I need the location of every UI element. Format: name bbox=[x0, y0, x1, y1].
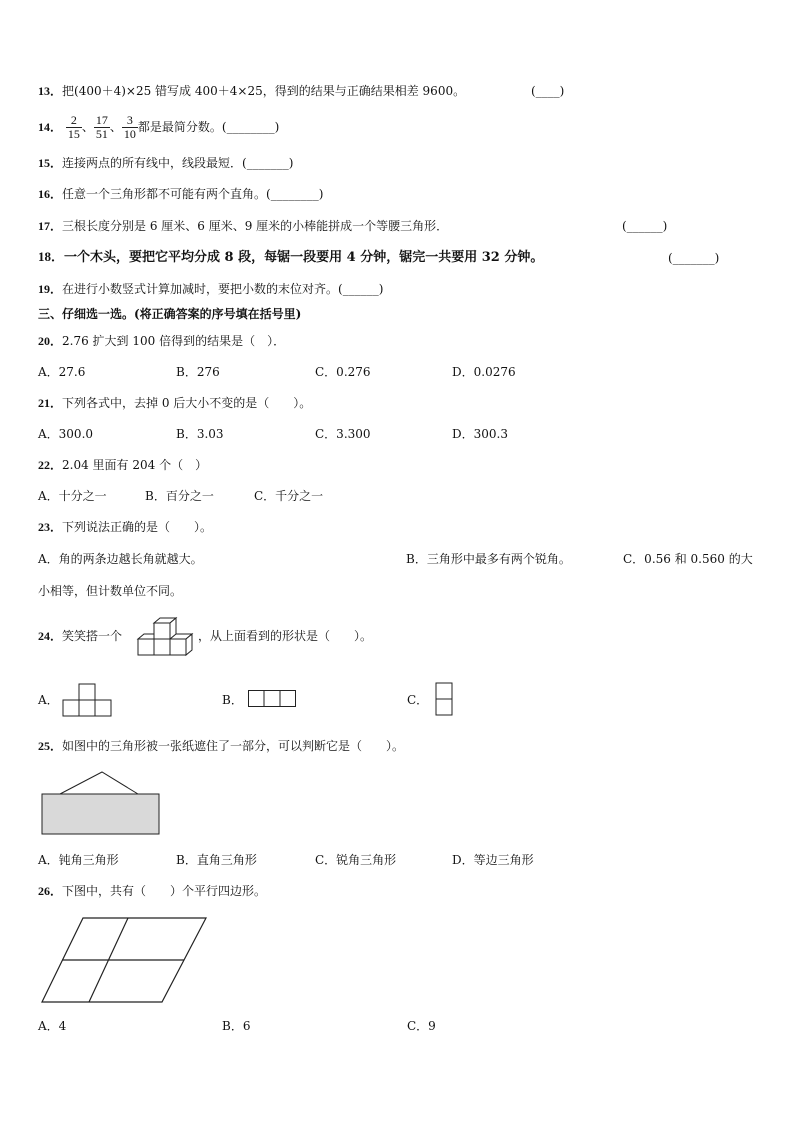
question-22 bbox=[38, 457, 207, 473]
question-number: 19． bbox=[38, 282, 63, 296]
option-a[interactable]: A．十分之一 bbox=[38, 489, 107, 503]
covered-triangle-figure bbox=[40, 770, 162, 836]
question-24 bbox=[38, 628, 122, 644]
option-a[interactable]: A． bbox=[38, 693, 59, 707]
question-25 bbox=[38, 738, 404, 754]
option-b[interactable]: B．三角形中最多有两个锐角。 bbox=[406, 552, 571, 566]
question-23 bbox=[38, 519, 212, 535]
option-d[interactable]: D．300.3 bbox=[452, 427, 508, 441]
option-d[interactable]: D．0.0276 bbox=[452, 365, 516, 379]
question-number: 21． bbox=[38, 396, 63, 410]
question-26 bbox=[38, 883, 266, 899]
option-a[interactable]: A．300.0 bbox=[38, 427, 94, 441]
option-c-continued: 小相等，但计数单位不同。 bbox=[38, 584, 183, 598]
parallelogram-figure bbox=[40, 916, 208, 1004]
fraction: $\frac{2}{15}$ bbox=[67, 113, 80, 141]
question-number: 23． bbox=[38, 520, 63, 534]
question-text: 在进行小数竖式计算加减时，要把小数的末位对齐。 bbox=[62, 282, 339, 296]
option-c[interactable]: C．0.276 bbox=[315, 365, 371, 379]
option-b[interactable]: B．276 bbox=[176, 365, 220, 379]
option-c[interactable]: C．锐角三角形 bbox=[315, 853, 397, 867]
question-text: 一个木头，要把它平均分成 8 段，每锯一段要用 4 分钟，锯完一共要用 32 分钟。 bbox=[64, 250, 544, 265]
question-15 bbox=[38, 155, 293, 171]
question-16 bbox=[38, 186, 323, 202]
question-21 bbox=[38, 395, 311, 411]
option-c[interactable]: C．0.56 和 0.560 的大 bbox=[623, 552, 753, 566]
question-number: 13． bbox=[38, 84, 63, 98]
question-19 bbox=[38, 281, 383, 297]
answer-blank[interactable]: (______) bbox=[622, 219, 668, 233]
question-13 bbox=[38, 83, 465, 99]
question-number: 22． bbox=[38, 458, 63, 472]
option-a[interactable]: A．钝角三角形 bbox=[38, 853, 119, 867]
answer-blank[interactable]: (______) bbox=[338, 282, 384, 296]
question-text: 连接两点的所有线中，线段最短． bbox=[62, 156, 243, 170]
option-d[interactable]: D．等边三角形 bbox=[452, 853, 534, 867]
question-number: 16． bbox=[38, 187, 63, 201]
question-text: 下图中，共有（ ）个平行四边形。 bbox=[62, 884, 267, 898]
triangle-apex bbox=[60, 772, 138, 794]
answer-blank[interactable]: (_______) bbox=[668, 251, 720, 265]
question-text: 任意一个三角形都不可能有两个直角。 bbox=[62, 187, 267, 201]
cover-paper bbox=[42, 794, 159, 834]
option-c-view-figure bbox=[435, 682, 453, 716]
answer-blank[interactable]: (________) bbox=[266, 187, 324, 201]
answer-blank[interactable]: (________) bbox=[221, 120, 280, 134]
question-number: 24． bbox=[38, 629, 63, 643]
option-b[interactable]: B． bbox=[222, 693, 243, 707]
question-text: 如图中的三角形被一张纸遮住了一部分，可以判断它是（ ）。 bbox=[62, 739, 405, 753]
option-a[interactable]: A．角的两条边越长角就越大。 bbox=[38, 552, 203, 566]
question-text: 三根长度分别是 6 厘米、6 厘米、9 厘米的小棒能拼成一个等腰三角形． bbox=[62, 219, 449, 233]
question-text: 2.04 里面有 204 个（ ） bbox=[62, 458, 208, 472]
answer-blank[interactable]: (_______) bbox=[242, 156, 294, 170]
question-text: 下列各式中，去掉 0 后大小不变的是（ ）。 bbox=[62, 396, 312, 410]
question-number: 14． bbox=[38, 120, 63, 134]
question-text: 笑笑搭一个 bbox=[62, 629, 123, 643]
fraction: $\frac{3}{10}$ bbox=[123, 113, 136, 141]
option-b-view-figure bbox=[248, 690, 296, 708]
cube-stack-figure bbox=[138, 617, 194, 657]
question-number: 25． bbox=[38, 739, 63, 753]
question-14: 14． $\frac{2}{15}$ 、 $\frac{17}{51}$ 、 $\frac{3}{10}$ 都是最简分数。(________) bbox=[38, 113, 280, 141]
question-17 bbox=[38, 218, 448, 234]
section-heading: 三、仔细选一选。(将正确答案的序号填在括号里) bbox=[38, 307, 302, 321]
question-number: 18． bbox=[38, 249, 65, 264]
question-text: 2.76 扩大到 100 倍得到的结果是（ ）． bbox=[62, 334, 286, 348]
option-a-view-figure bbox=[63, 683, 111, 717]
answer-blank[interactable]: (____) bbox=[531, 84, 565, 98]
question-number: 17． bbox=[38, 219, 63, 233]
question-number: 26． bbox=[38, 884, 63, 898]
fraction: $\frac{17}{51}$ bbox=[95, 113, 108, 141]
question-24-tail: ，从上面看到的形状是（ ）。 bbox=[198, 629, 373, 643]
question-number: 20． bbox=[38, 334, 63, 348]
option-c[interactable]: C．千分之一 bbox=[254, 489, 324, 503]
question-text: 把(400＋4)×25 错写成 400＋4×25，得到的结果与正确结果相差 9600。 bbox=[62, 84, 466, 98]
option-b[interactable]: B．直角三角形 bbox=[176, 853, 257, 867]
option-c[interactable]: C．3.300 bbox=[315, 427, 371, 441]
option-a[interactable]: A．4 bbox=[38, 1019, 67, 1033]
option-a[interactable]: A．27.6 bbox=[38, 365, 86, 379]
question-18 bbox=[38, 249, 543, 266]
question-text: 下列说法正确的是（ ）。 bbox=[62, 520, 213, 534]
option-c[interactable]: C． bbox=[407, 693, 429, 707]
option-b[interactable]: B．6 bbox=[222, 1019, 251, 1033]
option-b[interactable]: B．百分之一 bbox=[145, 489, 214, 503]
option-b[interactable]: B．3.03 bbox=[176, 427, 224, 441]
question-text: 都是最简分数。 bbox=[137, 120, 222, 134]
question-number: 15． bbox=[38, 156, 63, 170]
question-20 bbox=[38, 333, 285, 349]
option-c[interactable]: C．9 bbox=[407, 1019, 436, 1033]
